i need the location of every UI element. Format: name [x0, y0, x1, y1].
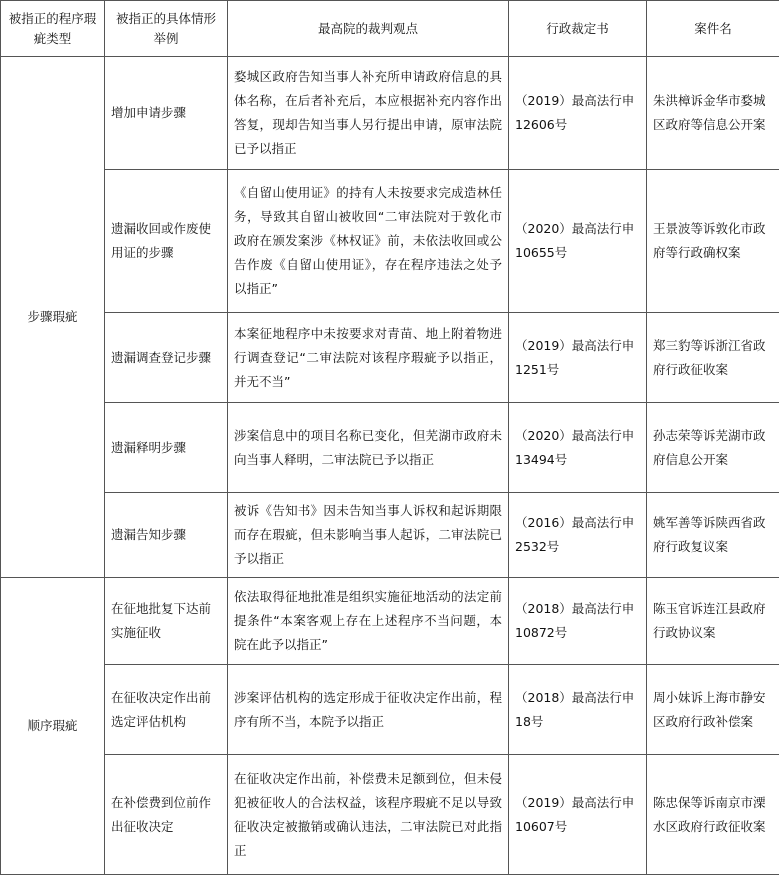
- table-row: [1, 57, 779, 170]
- case-name-cell: 郑三豹等诉浙江省政府行政征收案: [647, 313, 779, 403]
- header-example: 被指正的具体情形举例: [105, 1, 228, 57]
- table-row: [1, 493, 779, 578]
- table-row: [1, 665, 779, 755]
- court-view-cell: 涉案评估机构的选定形成于征收决定作出前，程序有所不当，本院予以指正: [228, 665, 509, 755]
- example-cell: 遗漏告知步骤: [105, 493, 228, 578]
- ruling-cell: （2018）最高法行申18号: [509, 665, 647, 755]
- case-name-cell: 陈忠保等诉南京市溧水区政府行政征收案: [647, 755, 779, 875]
- header-ruling: 行政裁定书: [509, 1, 647, 57]
- case-name-cell: 陈玉官诉连江县政府行政协议案: [647, 578, 779, 665]
- header-defect-type: 被指正的程序瑕疵类型: [1, 1, 105, 57]
- header-case-name: 案件名: [647, 1, 779, 57]
- ruling-cell: （2019）最高法行申1251号: [509, 313, 647, 403]
- ruling-cell: （2019）最高法行申10607号: [509, 755, 647, 875]
- court-view-cell: 涉案信息中的项目名称已变化，但芜湖市政府未向当事人释明，二审法院已予以指正: [228, 403, 509, 493]
- court-view-cell: 依法取得征地批准是组织实施征地活动的法定前提条件“本案客观上存在上述程序不当问题，本院在此予以指正”: [228, 578, 509, 665]
- court-view-cell: 婺城区政府告知当事人补充所申请政府信息的具体名称，在后者补充后，本应根据补充内容作出答复，现却告知当事人另行提出申请，原审法院已予以指正: [228, 57, 509, 170]
- example-cell: 遗漏调查登记步骤: [105, 313, 228, 403]
- defect-type-cell: 步骤瑕疵: [1, 57, 105, 578]
- example-cell: 在征地批复下达前实施征收: [105, 578, 228, 665]
- defect-type-cell: 顺序瑕疵: [1, 578, 105, 875]
- ruling-cell: （2019）最高法行申12606号: [509, 57, 647, 170]
- example-cell: 在征收决定作出前选定评估机构: [105, 665, 228, 755]
- case-name-cell: 姚军善等诉陕西省政府行政复议案: [647, 493, 779, 578]
- court-view-cell: 在征收决定作出前，补偿费未足额到位，但未侵犯被征收人的合法权益，该程序瑕疵不足以导致征收决定被撤销或确认违法，二审法院已对此指正: [228, 755, 509, 875]
- ruling-cell: （2016）最高法行申2532号: [509, 493, 647, 578]
- case-name-cell: 孙志荣等诉芜湖市政府信息公开案: [647, 403, 779, 493]
- example-cell: 遗漏收回或作废使用证的步骤: [105, 170, 228, 313]
- header-row: [1, 1, 779, 57]
- ruling-cell: （2018）最高法行申10872号: [509, 578, 647, 665]
- example-cell: 在补偿费到位前作出征收决定: [105, 755, 228, 875]
- case-name-cell: 朱洪樟诉金华市婺城区政府等信息公开案: [647, 57, 779, 170]
- case-name-cell: 周小妹诉上海市静安区政府行政补偿案: [647, 665, 779, 755]
- table-row: [1, 578, 779, 665]
- example-cell: 增加申请步骤: [105, 57, 228, 170]
- table-row: [1, 403, 779, 493]
- example-cell: 遗漏释明步骤: [105, 403, 228, 493]
- table-row: [1, 313, 779, 403]
- ruling-cell: （2020）最高法行申10655号: [509, 170, 647, 313]
- table-row: [1, 170, 779, 313]
- court-view-cell: 《自留山使用证》的持有人未按要求完成造林任务，导致其自留山被收回“二审法院对于敦化市政府在颁发案涉《林权证》前，未依法收回或公告作废《自留山使用证》，存在程序违法之处予以指正”: [228, 170, 509, 313]
- court-view-cell: 本案征地程序中未按要求对青苗、地上附着物进行调查登记“二审法院对该程序瑕疵予以指正，并无不当”: [228, 313, 509, 403]
- header-court-view: 最高院的裁判观点: [228, 1, 509, 57]
- ruling-cell: （2020）最高法行申13494号: [509, 403, 647, 493]
- table-row: [1, 755, 779, 875]
- case-name-cell: 王景波等诉敦化市政府等行政确权案: [647, 170, 779, 313]
- court-view-cell: 被诉《告知书》因未告知当事人诉权和起诉期限而存在瑕疵，但未影响当事人起诉，二审法院已予以指正: [228, 493, 509, 578]
